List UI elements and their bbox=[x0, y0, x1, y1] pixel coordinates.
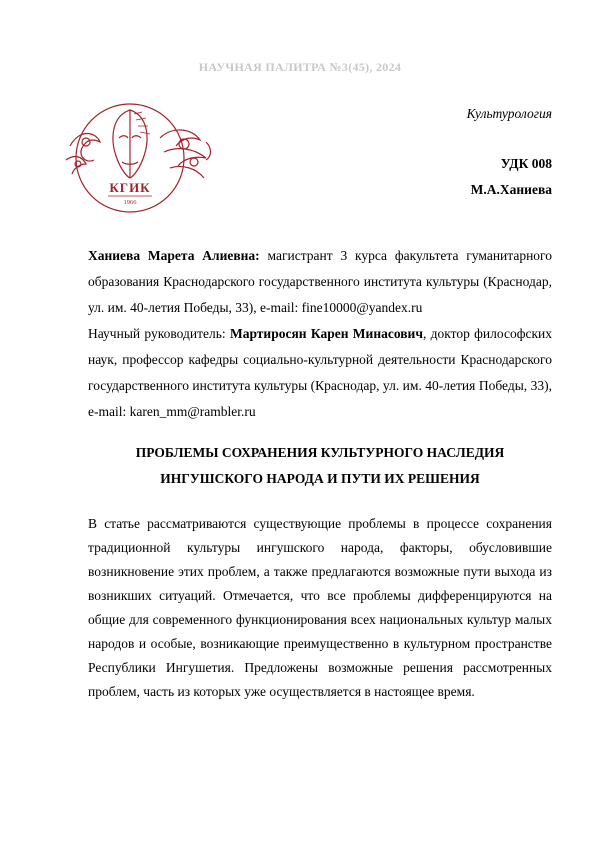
udk-code: УДК 008 bbox=[500, 156, 552, 171]
abstract: В статье рассматриваются существующие проблемы в процессе сохранения традиционной культуры ингушского народа, факторы, обусловившие возникновение этих проблем, а также предлагаются возможные пути выхода из возникших ситуаций. Отмечается, что все проблемы дифференцируются на общие для современного функционирования всех национальных культур малых народов и особые, возникающие преимущественно в культурном пространстве Республики Ингушетия. Предложены возможные решения рассмотренных проблем, часть из которых уже осуществляется в настоящее время. bbox=[88, 516, 552, 699]
supervisor-label: Научный руководитель: bbox=[88, 326, 230, 341]
logo-year: 1966 bbox=[123, 199, 137, 206]
section-name: Культурология bbox=[466, 106, 552, 121]
title-line-2: ИНГУШСКОГО НАРОДА И ПУТИ ИХ РЕШЕНИЯ bbox=[160, 471, 480, 486]
supervisor-paragraph bbox=[88, 321, 552, 425]
author-affiliations bbox=[88, 243, 552, 425]
logo-text: КГИК bbox=[109, 180, 151, 195]
author-info: магистрант 3 курса факультета гуманитарного образования Краснодарского государственного института культуры (Краснодар, ул. им. 40-летия Победы, 33), e-mail: fine10000@yandex.ru bbox=[88, 248, 553, 315]
title-line-1: ПРОБЛЕМЫ СОХРАНЕНИЯ КУЛЬТУРНОГО НАСЛЕДИЯ bbox=[135, 445, 505, 460]
author-name: Ханиева Марета Алиевна: bbox=[88, 248, 260, 263]
journal-header: НАУЧНАЯ ПАЛИТРА №3(45), 2024 bbox=[198, 60, 402, 74]
article-title bbox=[88, 440, 552, 492]
short-author: М.А.Ханиева bbox=[470, 182, 552, 197]
author-paragraph bbox=[88, 243, 552, 321]
supervisor-name: Мартиросян Карен Минасович bbox=[229, 326, 423, 341]
kgik-logo bbox=[60, 98, 220, 218]
supervisor-info: , доктор философских наук, профессор кафедры социально-культурной деятельности Краснодарского государственного института культуры (Краснодар, ул. им. 40-летия Победы, 33), e-mail: karen_mm@rambler.ru bbox=[88, 326, 552, 419]
